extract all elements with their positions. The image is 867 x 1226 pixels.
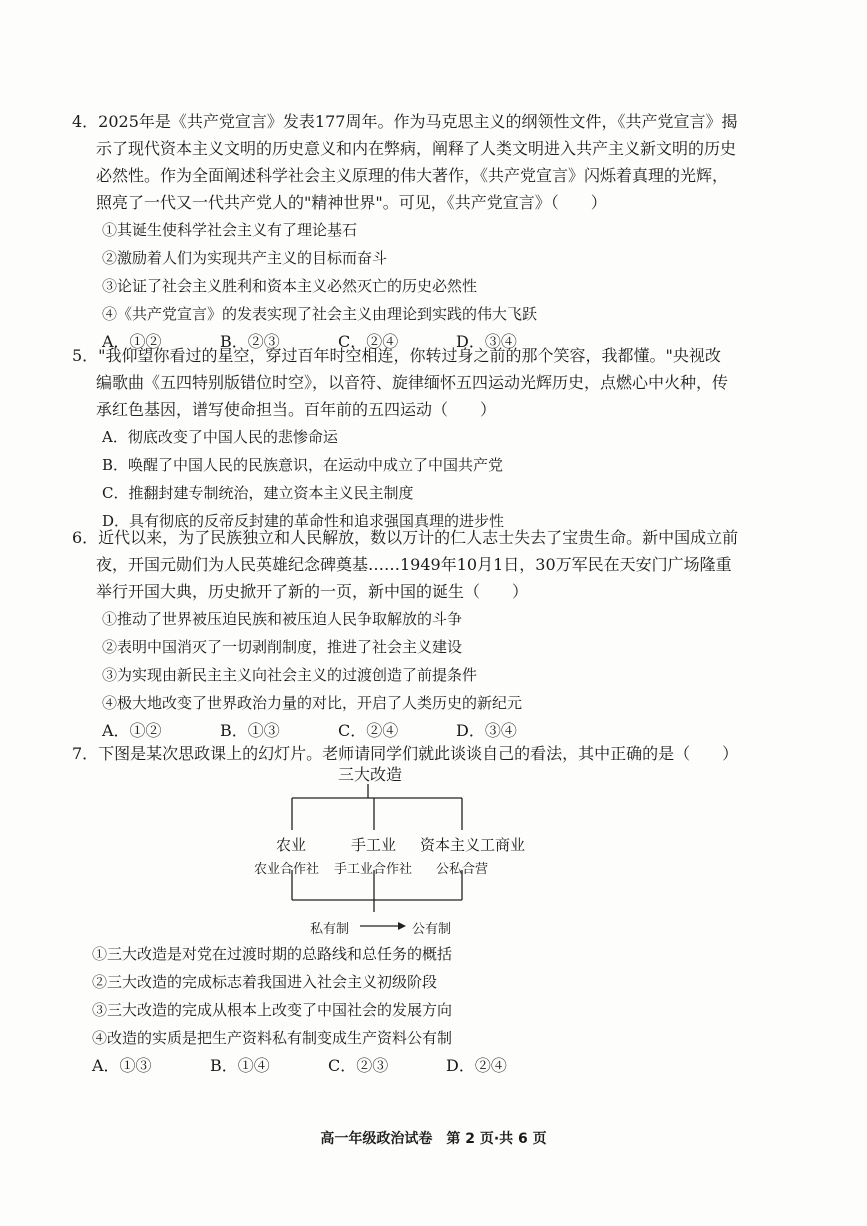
statement-3: ③论证了社会主义胜利和资本主义必然灭亡的历史必然性	[102, 277, 478, 295]
choice-b[interactable]: B．①③	[220, 721, 280, 740]
choice-c[interactable]: C．②③	[328, 1056, 389, 1075]
stem-line: 夜，开国元勋们为人民英雄纪念碑奠基……1949年10月1日，30万军民在天安门广场隆重	[96, 555, 732, 574]
three-transformations-diagram	[250, 762, 540, 942]
form-agricultural-coop: 农业合作社	[254, 862, 320, 877]
stem-line: 示了现代资本主义文明的历史意义和内在弊病，阐释了人类文明进入共产主义新文明的历史	[96, 139, 737, 158]
form-joint-venture: 公私合营	[436, 862, 489, 877]
diagram-title: 三大改造	[338, 765, 403, 784]
branch-capitalist-industry: 资本主义工商业	[420, 836, 526, 854]
question-6	[72, 524, 739, 745]
statement-1: ①三大改造是对党在过渡时期的总路线和总任务的概括	[92, 945, 453, 963]
choice-d[interactable]: D．③④	[456, 332, 517, 351]
choice-d[interactable]: D．具有彻底的反帝反封建的革命性和追求强国真理的进步性	[102, 512, 505, 530]
statement-4: ④《共产党宣言》的发表实现了社会主义由理论到实践的伟大飞跃	[102, 305, 538, 323]
stem-line: 7．下图是某次思政课上的幻灯片。老师请同学们就此谈谈自己的看法，其中正确的是（ ）	[72, 744, 739, 763]
choice-a[interactable]: A．彻底改变了中国人民的悲惨命运	[102, 428, 338, 446]
stem-line: 编歌曲《五四特别版错位时空》，以音符、旋律缅怀五四运动光辉历史，点燃心中火种，传	[96, 373, 729, 392]
statement-3: ③三大改造的完成从根本上改变了中国社会的发展方向	[92, 1001, 453, 1019]
choice-a[interactable]: A．①②	[102, 332, 162, 351]
label-private-ownership: 私有制	[310, 922, 350, 937]
stem-line: 6．近代以来，为了民族独立和人民解放，数以万计的仁人志士失去了宝贵生命。新中国成立前	[72, 528, 739, 547]
choice-d[interactable]: D．②④	[446, 1056, 507, 1075]
choice-a[interactable]: A．①②	[102, 721, 162, 740]
choice-b[interactable]: B．唤醒了中国人民的民族意识，在运动中成立了中国共产党	[102, 456, 504, 474]
choice-c[interactable]: C．推翻封建专制统治，建立资本主义民主制度	[102, 484, 414, 502]
question-5	[72, 342, 729, 535]
statement-4: ④改造的实质是把生产资料私有制变成生产资料公有制	[92, 1029, 453, 1047]
question-7-options	[72, 940, 722, 1080]
statement-3: ③为实现由新民主主义向社会主义的过渡创造了前提条件	[102, 666, 478, 684]
stem-line: 举行开国大典，历史掀开了新的一页，新中国的诞生（ ）	[96, 582, 529, 601]
choice-d[interactable]: D．③④	[456, 721, 517, 740]
stem-line: 5．"我仰望你看过的星空，穿过百年时空相连，你转过身之前的那个笑容，我都懂。"央视改	[72, 346, 721, 365]
statement-1: ①其诞生使科学社会主义有了理论基石	[102, 221, 358, 239]
stem-line: 4．2025年是《共产党宣言》发表177周年。作为马克思主义的纲领性文件，《共产党宣言》揭	[72, 112, 738, 131]
statement-2: ②表明中国消灭了一切剥削制度，推进了社会主义建设	[102, 638, 463, 656]
statement-2: ②三大改造的完成标志着我国进入社会主义初级阶段	[92, 973, 438, 991]
question-6-stem	[72, 524, 739, 605]
answer-choices	[72, 1052, 722, 1080]
question-5-stem	[72, 342, 729, 423]
page-footer: 高一年级政治试卷 第 2 页·共 6 页	[320, 1131, 547, 1147]
choice-a[interactable]: A．①③	[92, 1056, 152, 1075]
choice-b[interactable]: B．①④	[210, 1056, 270, 1075]
stem-line: 必然性。作为全面阐述科学社会主义原理的伟大著作，《共产党宣言》闪烁着真理的光辉，	[96, 166, 729, 185]
choice-b[interactable]: B．②③	[220, 332, 280, 351]
form-handicraft-coop: 手工业合作社	[334, 862, 413, 877]
stem-line: 照亮了一代又一代共产党人的"精神世界"。可见，《共产党宣言》（ ）	[96, 193, 607, 212]
question-4	[72, 108, 738, 356]
statement-4: ④极大地改变了世界政治力量的对比，开启了人类历史的新纪元	[102, 694, 523, 712]
statement-1: ①推动了世界被压迫民族和被压迫人民争取解放的斗争	[102, 610, 463, 628]
statement-2: ②激励着人们为实现共产主义的目标而奋斗	[102, 249, 388, 267]
choice-c[interactable]: C．②④	[338, 332, 399, 351]
question-4-stem	[72, 108, 738, 216]
branch-handicraft: 手工业	[351, 836, 397, 854]
choice-c[interactable]: C．②④	[338, 721, 399, 740]
branch-agriculture: 农业	[276, 836, 307, 854]
label-public-ownership: 公有制	[412, 922, 452, 937]
stem-line: 承红色基因，谱写使命担当。百年前的五四运动（ ）	[96, 400, 497, 419]
